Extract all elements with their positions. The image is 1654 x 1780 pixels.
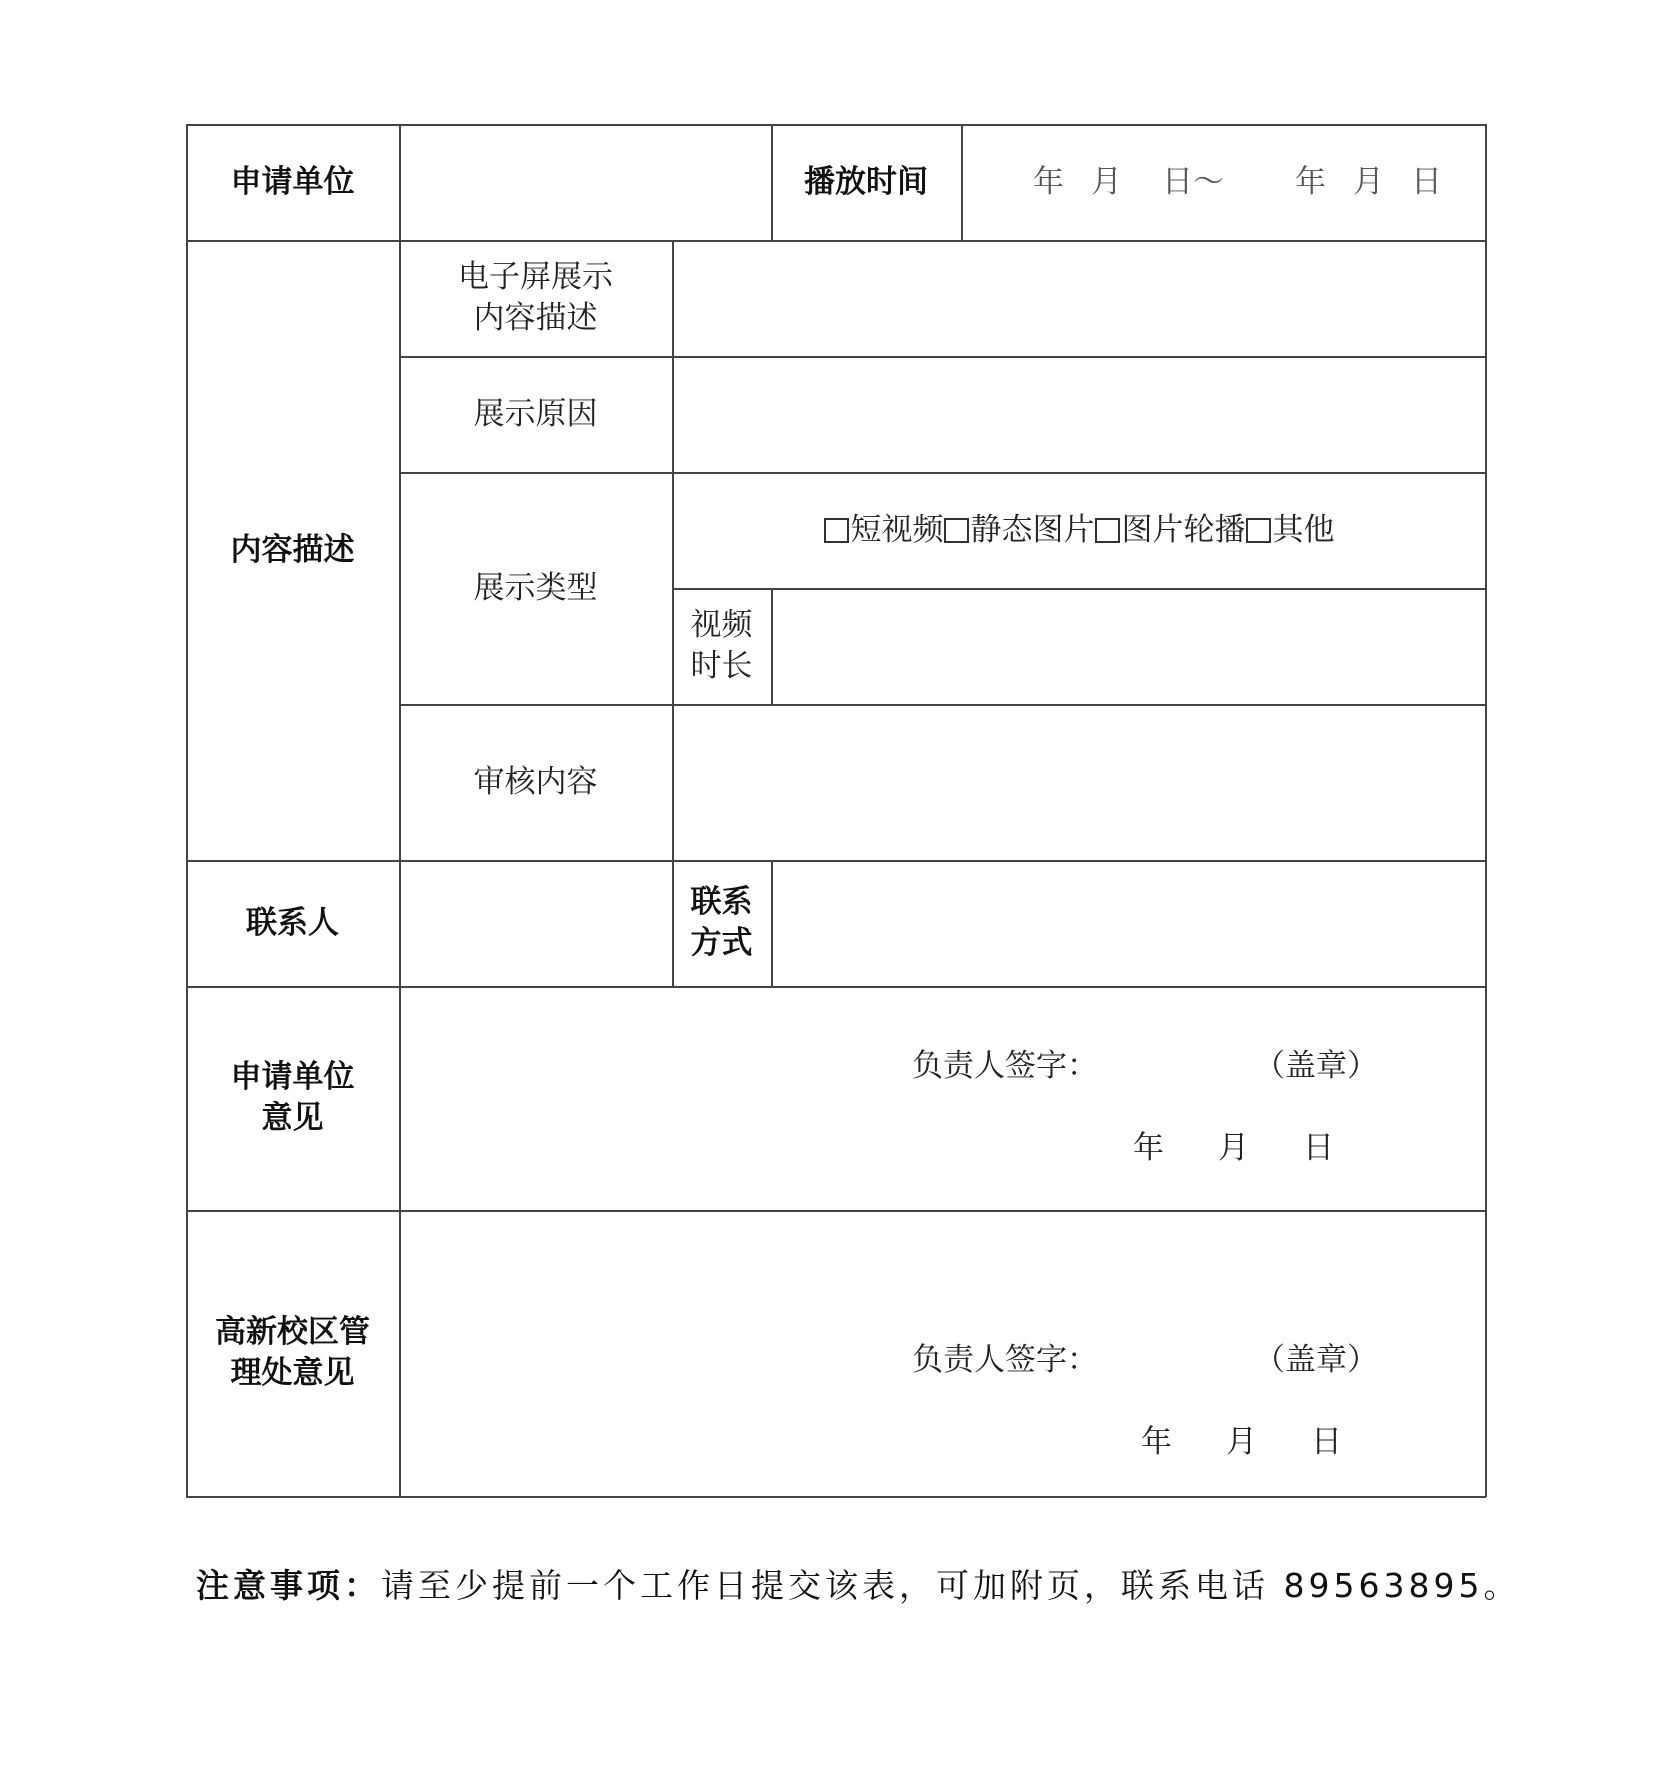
applicant-opinion-label [186,986,399,1210]
screen-desc-label-line1: 电子屏展示 [458,259,613,295]
type-option-label: 图片轮播 [1121,511,1246,548]
mgmt-opinion-input[interactable] [399,1210,1486,1496]
type-option-static-image[interactable] [944,510,1095,551]
mgmt-opinion-label-line1: 高新校区管 [215,1314,370,1350]
checkbox-icon[interactable] [944,518,969,543]
applicant-unit-label-text: 申请单位 [230,163,355,200]
seal-label: （盖章） [1254,1342,1378,1378]
type-option-label: 其他 [1272,511,1335,548]
type-option-label: 短视频 [850,511,944,548]
checkbox-icon[interactable] [824,518,849,543]
date-month: 月 [1218,1130,1249,1166]
signature-label: 负责人签字： [912,1048,1098,1084]
contact-method-label-line1: 联系 [690,884,753,920]
mgmt-opinion-label-line2: 理处意见 [230,1355,355,1391]
application-form [186,124,1486,1498]
date-year: 年 [1133,1130,1164,1166]
applicant-opinion-input[interactable] [399,986,1486,1210]
contact-method-input[interactable] [771,860,1486,986]
reason-label-text: 展示原因 [473,395,598,432]
contact-method-label [672,860,771,986]
mgmt-opinion-label [186,1210,399,1496]
end-year: 年 [1295,164,1326,200]
reason-input[interactable] [672,356,1486,472]
start-month: 月 [1091,164,1122,200]
end-day: 日 [1411,164,1442,200]
date-day: 日 [1303,1130,1334,1166]
notes-text: 请至少提前一个工作日提交该表，可加附页，联系电话 89563895。 [381,1566,1521,1605]
checkbox-icon[interactable] [1095,518,1120,543]
contact-person-label-text: 联系人 [246,904,339,941]
type-option-carousel[interactable] [1095,510,1246,551]
start-day: 日～ [1162,164,1224,200]
date-month: 月 [1226,1424,1257,1460]
reason-label [399,356,672,472]
table-border-bottom [186,1496,1486,1498]
applicant-unit-label [186,124,399,240]
type-option-other[interactable] [1246,510,1335,551]
contact-person-input[interactable] [399,860,672,986]
review-label [399,704,672,860]
play-time-label [771,124,961,240]
date-year: 年 [1141,1424,1172,1460]
content-desc-label-text: 内容描述 [230,531,355,568]
screen-desc-label [399,240,672,356]
checkbox-icon[interactable] [1246,518,1271,543]
video-length-label-line2: 时长 [690,648,753,684]
start-year: 年 [1033,164,1064,200]
applicant-opinion-label-line2: 意见 [261,1100,324,1136]
notes-title: 注意事项： [196,1566,381,1605]
notes [196,1560,1520,1607]
review-label-text: 审核内容 [473,763,598,800]
screen-desc-input[interactable] [672,240,1486,356]
type-options [672,472,1486,588]
date-day: 日 [1311,1424,1342,1460]
type-option-short-video[interactable] [824,510,944,551]
play-time-input[interactable] [961,124,1486,240]
applicant-unit-input[interactable] [399,124,771,240]
content-desc-label [186,240,399,860]
seal-label: （盖章） [1254,1048,1378,1084]
screen-desc-label-line2: 内容描述 [473,300,598,336]
end-month: 月 [1353,164,1384,200]
video-length-label-line1: 视频 [690,607,753,643]
video-length-input[interactable] [771,588,1486,704]
type-option-label: 静态图片 [970,511,1095,548]
applicant-opinion-label-line1: 申请单位 [230,1059,355,1095]
contact-person-label [186,860,399,986]
type-label-text: 展示类型 [473,569,598,606]
video-length-label [672,588,771,704]
contact-method-label-line2: 方式 [690,925,753,961]
play-time-label-text: 播放时间 [804,163,928,200]
type-label [399,472,672,704]
review-input[interactable] [672,704,1486,860]
signature-label: 负责人签字： [912,1342,1098,1378]
